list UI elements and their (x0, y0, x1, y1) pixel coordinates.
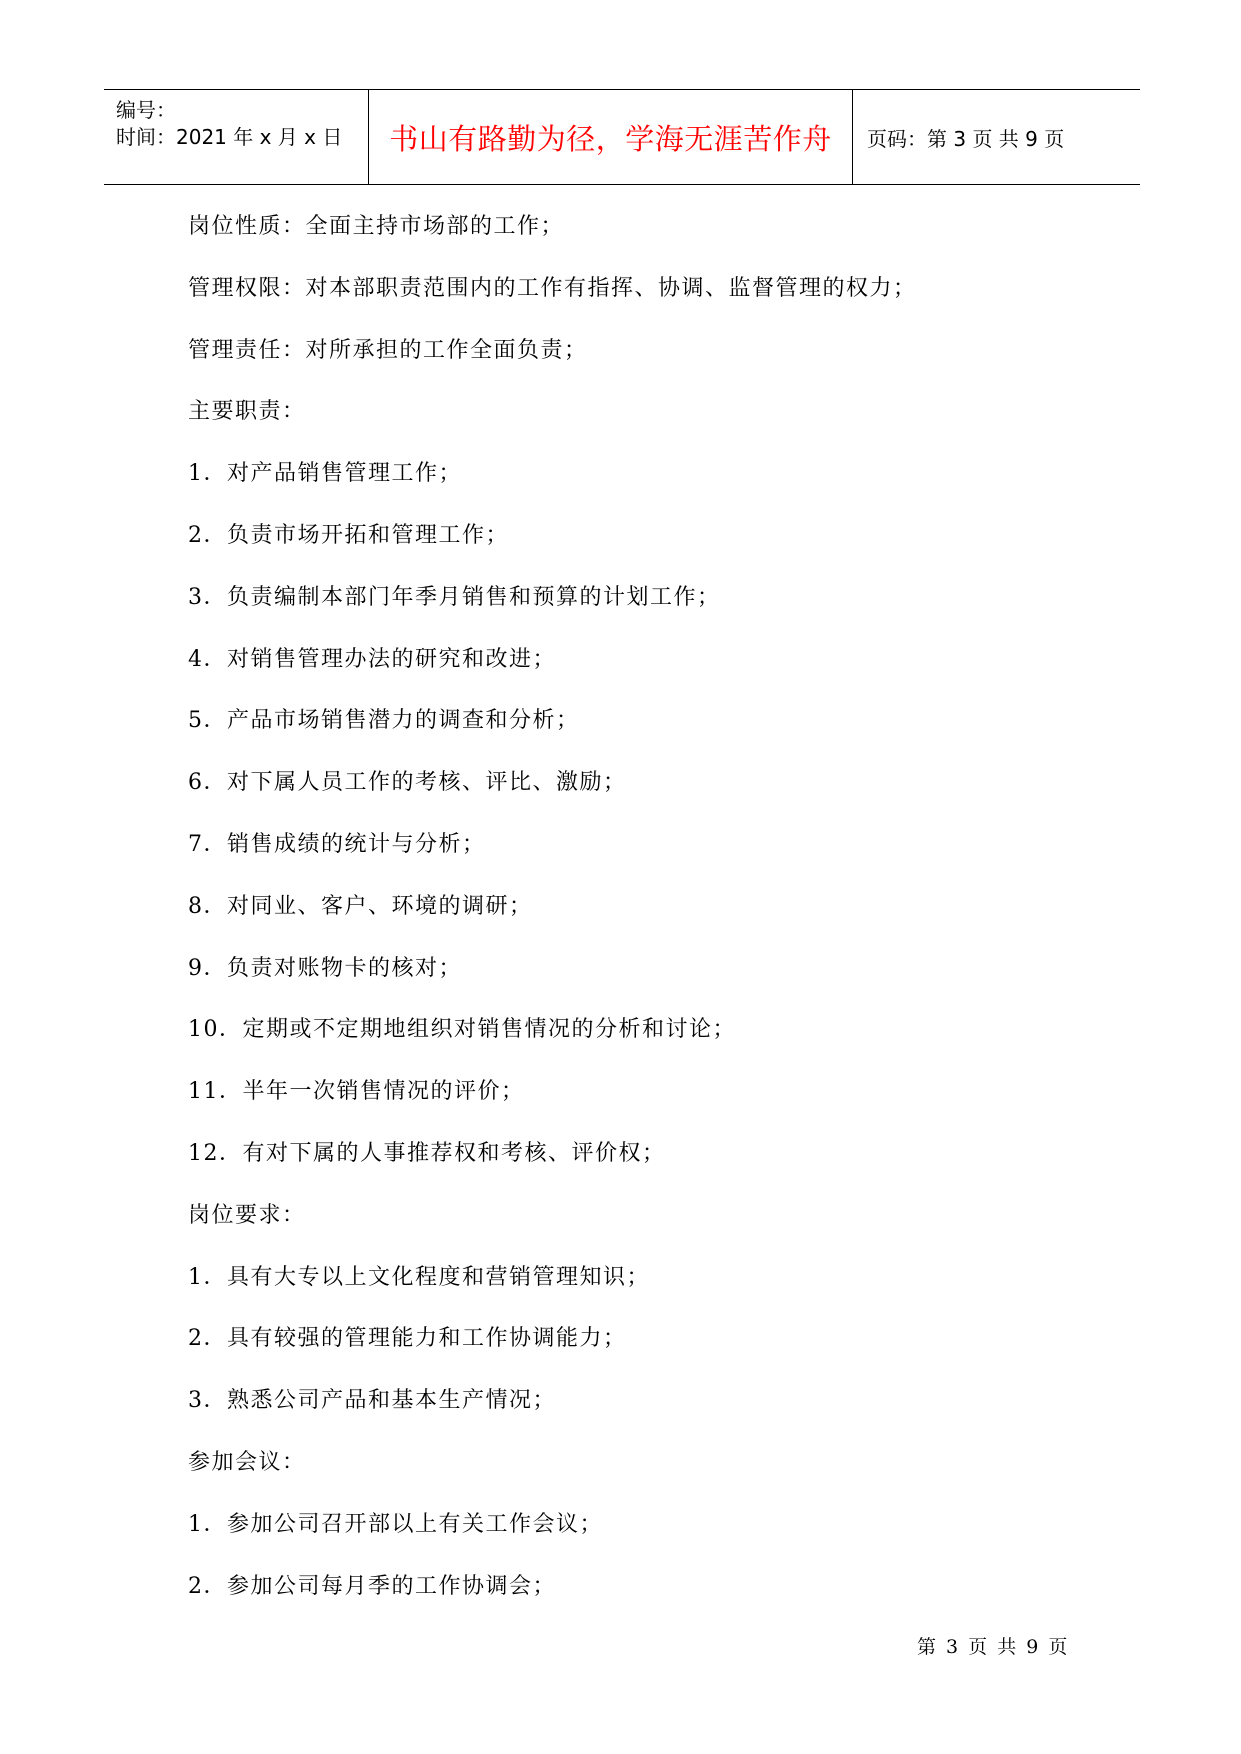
duty-item: 9．负责对账物卡的核对； (188, 955, 462, 981)
header-motto-cell (369, 90, 853, 184)
meeting-item: 1．参加公司召开部以上有关工作会议； (188, 1511, 603, 1537)
requirement-item: 1．具有大专以上文化程度和营销管理知识； (188, 1264, 650, 1290)
duty-item: 4．对销售管理办法的研究和改进； (188, 646, 556, 672)
duty-item: 6．对下属人员工作的考核、评比、激励； (188, 770, 627, 796)
header-meta (104, 90, 369, 184)
duty-item: 11．半年一次销售情况的评价； (188, 1079, 525, 1105)
duty-item: 8．对同业、客户、环境的调研； (188, 893, 533, 919)
duty-item: 5．产品市场销售潜力的调查和分析； (188, 708, 580, 734)
line-job-nature: 岗位性质：全面主持市场部的工作； (188, 214, 565, 239)
date-label: 时间：2021 年 x 月 x 日 (116, 125, 343, 149)
header-page-code (853, 90, 1140, 184)
duty-item: 10．定期或不定期地组织对销售情况的分析和讨论； (188, 1017, 736, 1043)
page-footer: 第 3 页 共 9 页 (917, 1636, 1070, 1658)
serial-number-label: 编号： (116, 98, 176, 122)
duty-item: 7．销售成绩的统计与分析； (188, 831, 486, 857)
duty-item: 1．对产品销售管理工作； (188, 461, 462, 487)
page-code-text: 页码：第 3 页 共 9 页 (867, 126, 1065, 151)
requirement-item: 2．具有较强的管理能力和工作协调能力； (188, 1326, 627, 1352)
duty-item: 3．负责编制本部门年季月销售和预算的计划工作； (188, 584, 721, 610)
line-authority: 管理权限：对本部职责范围内的工作有指挥、协调、监督管理的权力； (188, 275, 917, 301)
document-header (104, 89, 1140, 185)
document-body (188, 205, 1138, 1626)
section-heading-duties: 主要职责： (188, 399, 306, 425)
section-heading-meetings: 参加会议： (188, 1449, 306, 1475)
motto-text: 书山有路勤为径，学海无涯苦作舟 (389, 121, 832, 156)
meeting-item: 2．参加公司每月季的工作协调会； (188, 1573, 556, 1599)
duty-item: 2．负责市场开拓和管理工作； (188, 522, 509, 548)
line-responsibility: 管理责任：对所承担的工作全面负责； (188, 337, 588, 363)
duty-item: 12．有对下属的人事推荐权和考核、评价权； (188, 1140, 666, 1166)
section-heading-requirements: 岗位要求： (188, 1202, 306, 1228)
requirement-item: 3．熟悉公司产品和基本生产情况； (188, 1388, 556, 1414)
